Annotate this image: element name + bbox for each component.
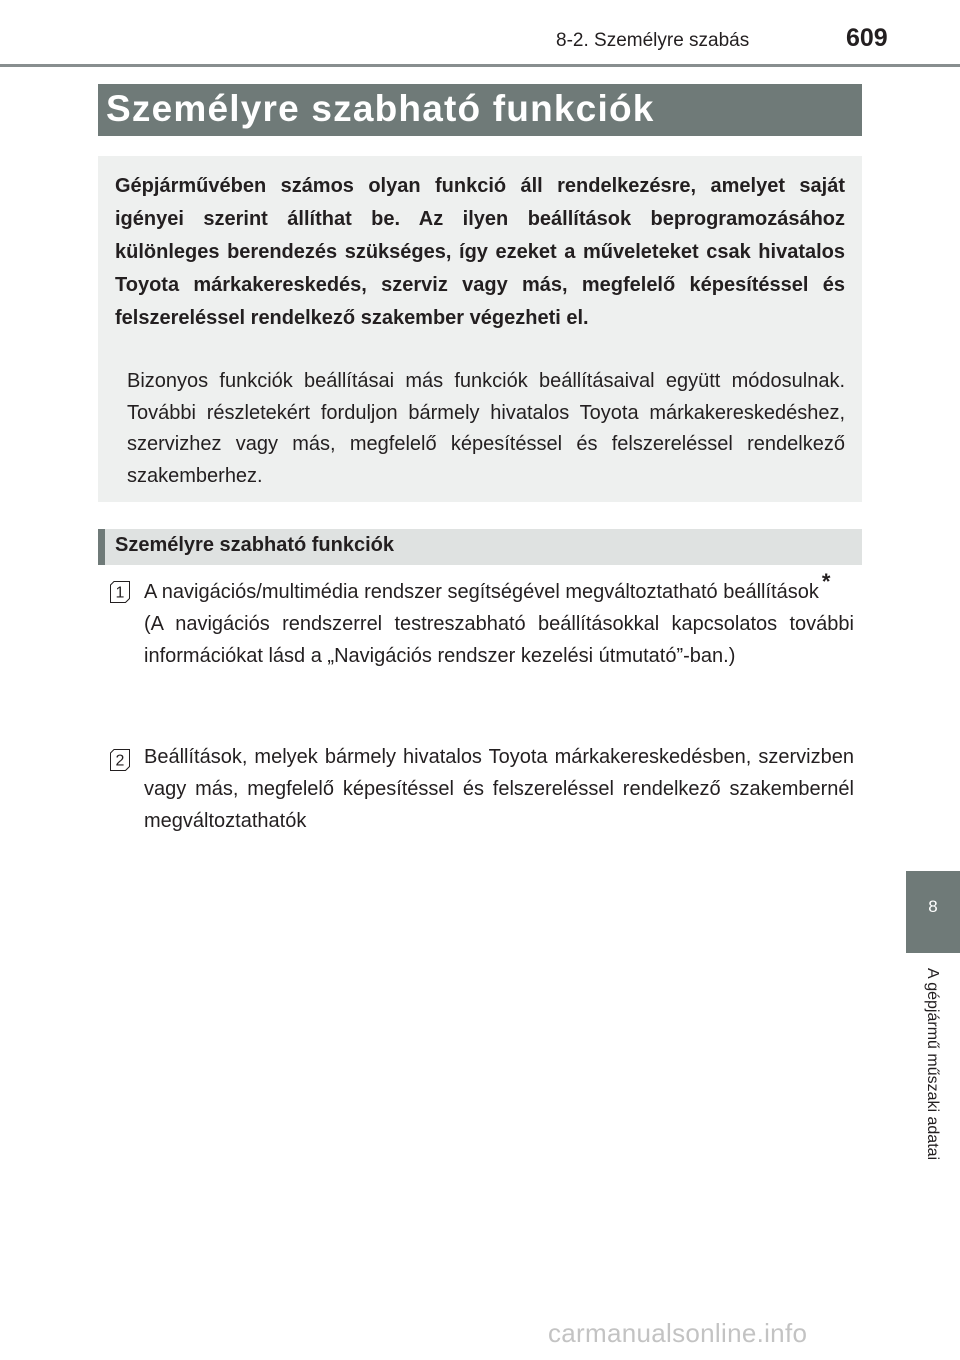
list-item-2 xyxy=(144,741,854,837)
item-number-2 xyxy=(110,749,130,771)
chapter-tab-number: 8 xyxy=(928,897,938,916)
header-divider xyxy=(0,64,960,67)
intro-box xyxy=(98,156,862,502)
asterisk-marker: * xyxy=(821,569,831,594)
item-number-1-text: 1 xyxy=(115,584,125,602)
list-item-1-text: A navigációs/multimédia rendszer segítségével megváltoztatható beállítások xyxy=(144,581,819,603)
chapter-side-label xyxy=(923,968,945,1228)
intro-bold-text: Gépjárművében számos olyan funkció áll rendelkezésre, amelyet saját igényei szerint állíthat be. Az ilyen beállítások beprogramozásához különleges berendezés szükséges, így ezeket a műveleteket csak hivatalos Toyota márkakereskedés, szerviz vagy más, megfelelő képesítéssel és felszereléssel rendelkező szakember végezheti el. xyxy=(115,175,845,329)
list-item-1-subtext: (A navigációs rendszerrel testreszabható beállításokkal kapcsolatos további információkat lásd a „Navigációs rendszer kezelési útmutató”-ban.) xyxy=(144,613,854,667)
page-title: Személyre szabható funkciók xyxy=(106,88,655,129)
subheading-bar xyxy=(98,529,862,565)
intro-note-text: Bizonyos funkciók beállításai más funkciók beállításaival együtt módosulnak. További részletekért forduljon bármely hivatalos Toyota márkakereskedéshez, szervizhez vagy más, megfelelő képesítéssel és felszereléssel rendelkező szakemberhez. xyxy=(127,370,845,487)
subheading-accent xyxy=(98,529,105,565)
header-section-title: 8-2. Személyre szabás xyxy=(556,30,750,51)
chapter-tab xyxy=(906,871,960,953)
title-bar xyxy=(98,84,862,136)
watermark: carmanualsonline.info xyxy=(548,1318,808,1348)
list-item-2-text: Beállítások, melyek bármely hivatalos Toyota márkakereskedésben, szervizben vagy más, megfelelő képesítéssel és felszereléssel rendelkező szakembernél megváltoztathatók xyxy=(144,746,854,832)
item-number-1 xyxy=(110,581,130,603)
page-number: 609 xyxy=(846,24,888,52)
chapter-side-label-text: A gépjármű műszaki adatai xyxy=(924,968,941,1161)
subheading-title: Személyre szabható funkciók xyxy=(115,534,394,556)
item-number-2-text: 2 xyxy=(115,752,125,770)
list-item-1 xyxy=(144,569,854,672)
